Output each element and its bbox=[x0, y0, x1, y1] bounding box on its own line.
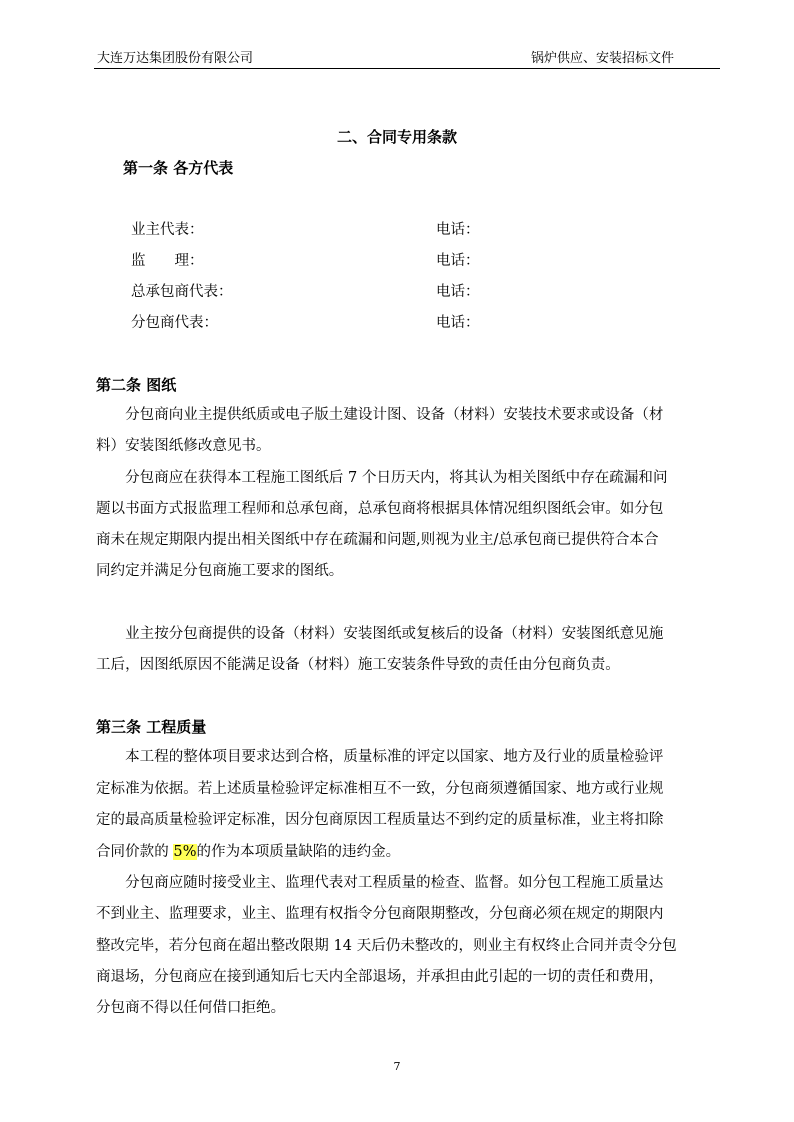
section-title: 二、合同专用条款 bbox=[336, 128, 457, 146]
article2-heading: 第二条 图纸 bbox=[96, 376, 177, 394]
rep-phone-general-contractor: 电话： bbox=[436, 284, 480, 300]
article2-line: 料）安装图纸修改意见书。 bbox=[96, 438, 271, 454]
article3-line: 不到业主、监理要求，业主、监理有权指令分包商限期整改，分包商必须在规定的期限内 bbox=[96, 906, 664, 922]
rep-label-owner: 业主代表： bbox=[131, 222, 204, 238]
penalty-text-before: 合同价款的 bbox=[96, 844, 174, 860]
page-number: 7 bbox=[393, 1060, 401, 1073]
header-document-title: 锅炉供应、安装招标文件 bbox=[531, 51, 675, 66]
article2-line: 业主按分包商提供的设备（材料）安装图纸或复核后的设备（材料）安装图纸意见施 bbox=[96, 626, 664, 642]
article3-line: 整改完毕，若分包商在超出整改限期 14 天后仍未整改的，则业主有权终止合同并责令分包 bbox=[96, 938, 677, 954]
rep-phone-subcontractor: 电话： bbox=[436, 315, 480, 331]
article3-line-penalty bbox=[96, 842, 722, 862]
penalty-text-after: 的作为本项质量缺陷的违约金。 bbox=[196, 844, 401, 860]
rep-label-supervisor: 监 理： bbox=[131, 253, 204, 269]
article2-line: 商未在规定期限内提出相关图纸中存在疏漏和问题,则视为业主/总承包商已提供符合本合 bbox=[96, 532, 659, 548]
article2-line: 工后，因图纸原因不能满足设备（材料）施工安装条件导致的责任由分包商负责。 bbox=[96, 657, 620, 673]
rep-label-subcontractor: 分包商代表： bbox=[131, 315, 218, 331]
rep-phone-owner: 电话： bbox=[436, 222, 480, 238]
article3-line: 商退场，分包商应在接到通知后七天内全部退场，并承担由此引起的一切的责任和费用， bbox=[96, 969, 664, 985]
header-company: 大连万达集团股份有限公司 bbox=[97, 51, 254, 66]
article2-line: 题以书面方式报监理工程师和总承包商，总承包商将根据具体情况组织图纸会审。如分包 bbox=[96, 501, 664, 517]
penalty-percentage-highlight: 5% bbox=[173, 844, 197, 860]
article3-line: 定的最高质量检验评定标准，因分包商原因工程质量达不到约定的质量标准，业主将扣除 bbox=[96, 812, 664, 828]
header-rule bbox=[94, 68, 720, 69]
article3-line: 分包商不得以任何借口拒绝。 bbox=[96, 1000, 286, 1016]
article3-line: 分包商应随时接受业主、监理代表对工程质量的检查、监督。如分包工程施工质量达 bbox=[96, 875, 664, 891]
article3-line: 定标准为依据。若上述质量检验评定标准相互不一致，分包商须遵循国家、地方或行业规 bbox=[96, 781, 664, 797]
article1-heading: 第一条 各方代表 bbox=[123, 159, 234, 177]
rep-label-general-contractor: 总承包商代表： bbox=[131, 284, 233, 300]
article3-line: 本工程的整体项目要求达到合格，质量标准的评定以国家、地方及行业的质量检验评 bbox=[96, 749, 664, 765]
rep-phone-supervisor: 电话： bbox=[436, 253, 480, 269]
article2-line: 同约定并满足分包商施工要求的图纸。 bbox=[96, 563, 344, 579]
article2-line: 分包商应在获得本工程施工图纸后 7 个日历天内，将其认为相关图纸中存在疏漏和问 bbox=[96, 470, 668, 486]
article2-line: 分包商向业主提供纸质或电子版土建设计图、设备（材料）安装技术要求或设备（材 bbox=[96, 407, 664, 423]
article3-heading: 第三条 工程质量 bbox=[96, 718, 207, 736]
